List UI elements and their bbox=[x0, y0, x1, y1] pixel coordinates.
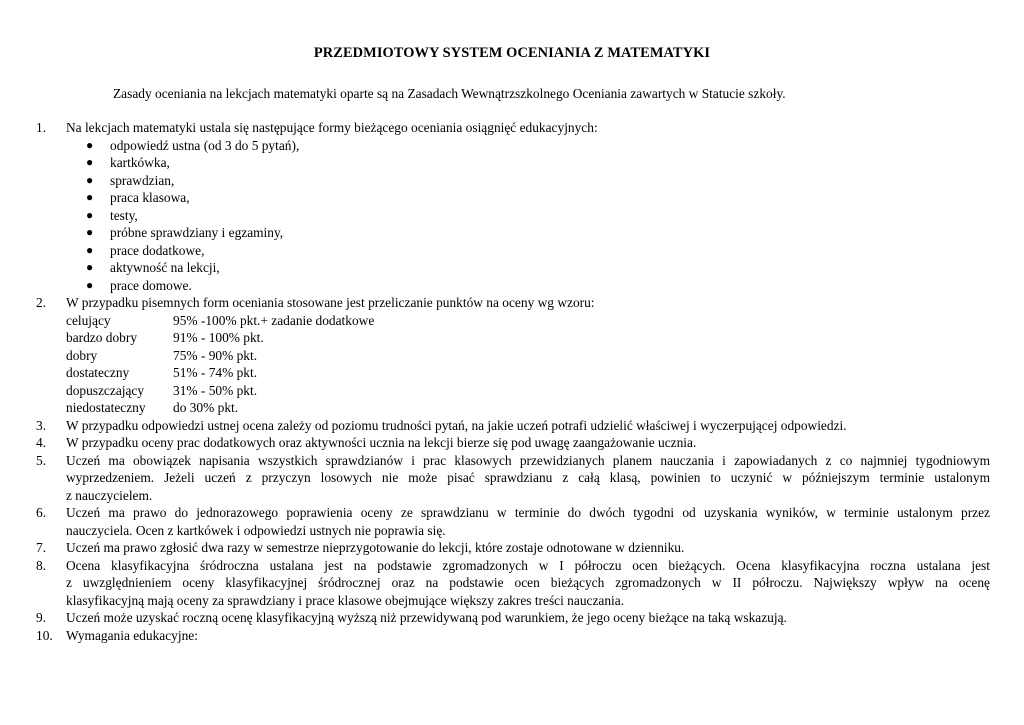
intro-paragraph: Zasady oceniania na lekcjach matematyki oparte są na Zasadach Wewnątrzszkolnego Oceniania zawartych w Statucie szkoły. bbox=[113, 86, 786, 101]
item-number: 4. bbox=[36, 435, 47, 450]
grade-range: 91% - 100% pkt. bbox=[173, 330, 264, 345]
item-text-line: Uczeń ma obowiązek napisania wszystkich sprawdzianów i prac klasowych przewidzianych planem nauczania i zapowiadanych z co najmniej tygodniowym bbox=[66, 452, 990, 468]
page-title: PRZEDMIOTOWY SYSTEM OCENIANIA Z MATEMATYKI bbox=[313, 45, 711, 61]
list-item-6 bbox=[0, 504, 1024, 522]
grade-label: dobry bbox=[66, 347, 98, 363]
grade-range: 51% - 74% pkt. bbox=[173, 365, 258, 380]
grade-row bbox=[0, 347, 1024, 365]
bullet-icon: ● bbox=[86, 260, 94, 274]
bullet-text: odpowiedź ustna (od 3 do 5 pytań), bbox=[110, 137, 300, 153]
item-number: 2. bbox=[36, 295, 47, 310]
rules-list bbox=[0, 119, 1024, 644]
bullet-text: prace domowe. bbox=[110, 277, 192, 293]
list-item-4 bbox=[0, 434, 1024, 452]
item-number: 1. bbox=[36, 120, 47, 135]
bullet-item bbox=[0, 259, 1024, 277]
item-number: 5. bbox=[36, 452, 47, 468]
grade-row bbox=[0, 329, 1024, 347]
list-item-2 bbox=[0, 294, 1024, 312]
item-number: 7. bbox=[36, 540, 47, 555]
item-number: 8. bbox=[36, 557, 47, 573]
bullet-icon: ● bbox=[86, 242, 94, 257]
bullet-text: sprawdzian, bbox=[110, 172, 175, 188]
item-text: Uczeń ma prawo zgłosić dwa razy w semestrze nieprzygotowanie do lekcji, które zostaje odnotowane w dzienniku. bbox=[66, 540, 685, 555]
item-text-line: z nauczycielem. bbox=[66, 487, 153, 503]
bullet-icon: ● bbox=[86, 190, 94, 204]
bullet-item bbox=[0, 277, 1024, 295]
grade-range: do 30% pkt. bbox=[173, 400, 239, 415]
list-item-9 bbox=[0, 609, 1024, 627]
bullet-text: aktywność na lekcji, bbox=[110, 260, 220, 275]
item-number: 10. bbox=[36, 627, 53, 643]
bullet-item bbox=[0, 172, 1024, 190]
bullet-text: kartkówka, bbox=[110, 155, 170, 170]
bullet-icon: ● bbox=[86, 137, 94, 152]
grade-label: niedostateczny bbox=[66, 400, 146, 415]
item-text: Uczeń może uzyskać roczną ocenę klasyfikacyjną wyższą niż przewidywaną pod warunkiem, że jego oceny bieżące na taką wskazują. bbox=[66, 610, 787, 625]
list-item-8-cont bbox=[0, 574, 1024, 592]
bullet-text: prace dodatkowe, bbox=[110, 242, 205, 258]
list-item-8 bbox=[0, 557, 1024, 575]
bullet-item bbox=[0, 224, 1024, 242]
item-text-line: z uwzględnieniem oceny klasyfikacyjnej śródrocznej oraz na podstawie ocen bieżących zgromadzonych w II półroczu. Największy wpływ na ocenę bbox=[66, 575, 990, 590]
item-text: W przypadku odpowiedzi ustnej ocena zależy od poziomu trudności pytań, na jakie uczeń potrafi udzielić właściwej i wyczerpującej odpowiedzi. bbox=[66, 417, 847, 433]
bullet-item bbox=[0, 154, 1024, 172]
grade-row bbox=[0, 364, 1024, 382]
bullet-icon: ● bbox=[86, 155, 94, 169]
list-item-8-cont bbox=[0, 592, 1024, 610]
grade-row bbox=[0, 312, 1024, 330]
item-text-line: nauczyciela. Ocen z kartkówek i odpowiedzi ustnych nie poprawia się. bbox=[66, 522, 446, 538]
grade-row bbox=[0, 382, 1024, 400]
bullet-text: praca klasowa, bbox=[110, 190, 190, 205]
item-number: 3. bbox=[36, 417, 47, 433]
bullet-icon: ● bbox=[86, 207, 94, 222]
list-item-10 bbox=[0, 627, 1024, 645]
item-text-line: klasyfikacyjną mają oceny za sprawdziany i prace klasowe obejmujące większy zakres treści nauczania. bbox=[66, 592, 625, 608]
item-text-line: Uczeń ma prawo do jednorazowego poprawienia oceny ze sprawdzianu w terminie do dwóch tygodni od uzyskania wyników, w terminie ustalonym przez bbox=[66, 505, 990, 520]
grade-label: dopuszczający bbox=[66, 382, 145, 398]
item-text-line: Ocena klasyfikacyjna śródroczna ustalana jest na podstawie zgromadzonych w I półroczu ocen bieżących. Ocena klasyfikacyjna roczna ustalana jest bbox=[66, 557, 990, 573]
list-item-1 bbox=[0, 119, 1024, 137]
list-item-5-cont bbox=[0, 487, 1024, 505]
item-text: W przypadku oceny prac dodatkowych oraz aktywności ucznia na lekcji bierze się pod uwagę zaangażowanie ucznia. bbox=[66, 435, 697, 450]
grade-range: 31% - 50% pkt. bbox=[173, 382, 258, 398]
bullet-text: próbne sprawdziany i egzaminy, bbox=[110, 225, 284, 240]
item-number: 9. bbox=[36, 610, 47, 625]
list-item-5 bbox=[0, 452, 1024, 470]
bullet-item bbox=[0, 242, 1024, 260]
item-number: 6. bbox=[36, 505, 47, 520]
item-text: Na lekcjach matematyki ustala się następujące formy bieżącego oceniania osiągnięć edukacyjnych: bbox=[66, 120, 598, 135]
bullet-icon: ● bbox=[86, 172, 94, 187]
grade-range: 75% - 90% pkt. bbox=[173, 347, 258, 363]
bullet-item bbox=[0, 207, 1024, 225]
list-item-3 bbox=[0, 417, 1024, 435]
bullet-icon: ● bbox=[86, 225, 94, 239]
list-item-5-cont bbox=[0, 469, 1024, 487]
grade-row bbox=[0, 399, 1024, 417]
bullet-item bbox=[0, 189, 1024, 207]
bullet-icon: ● bbox=[86, 277, 94, 292]
bullet-text: testy, bbox=[110, 207, 138, 223]
grade-label: bardzo dobry bbox=[66, 330, 138, 345]
item-text: W przypadku pisemnych form oceniania stosowane jest przeliczanie punktów na oceny wg wzoru: bbox=[66, 295, 595, 310]
grade-label: dostateczny bbox=[66, 365, 130, 380]
grade-label: celujący bbox=[66, 312, 111, 328]
bullet-item bbox=[0, 137, 1024, 155]
list-item-7 bbox=[0, 539, 1024, 557]
item-text-line: wyprzedzeniem. Jeżeli uczeń z przyczyn losowych nie może pisać sprawdzianu z całą klasą, powinien to uczynić w późniejszym terminie ustalonym bbox=[66, 470, 990, 485]
item-text: Wymagania edukacyjne: bbox=[66, 627, 198, 643]
list-item-6-cont bbox=[0, 522, 1024, 540]
grade-range: 95% -100% pkt.+ zadanie dodatkowe bbox=[173, 312, 375, 328]
